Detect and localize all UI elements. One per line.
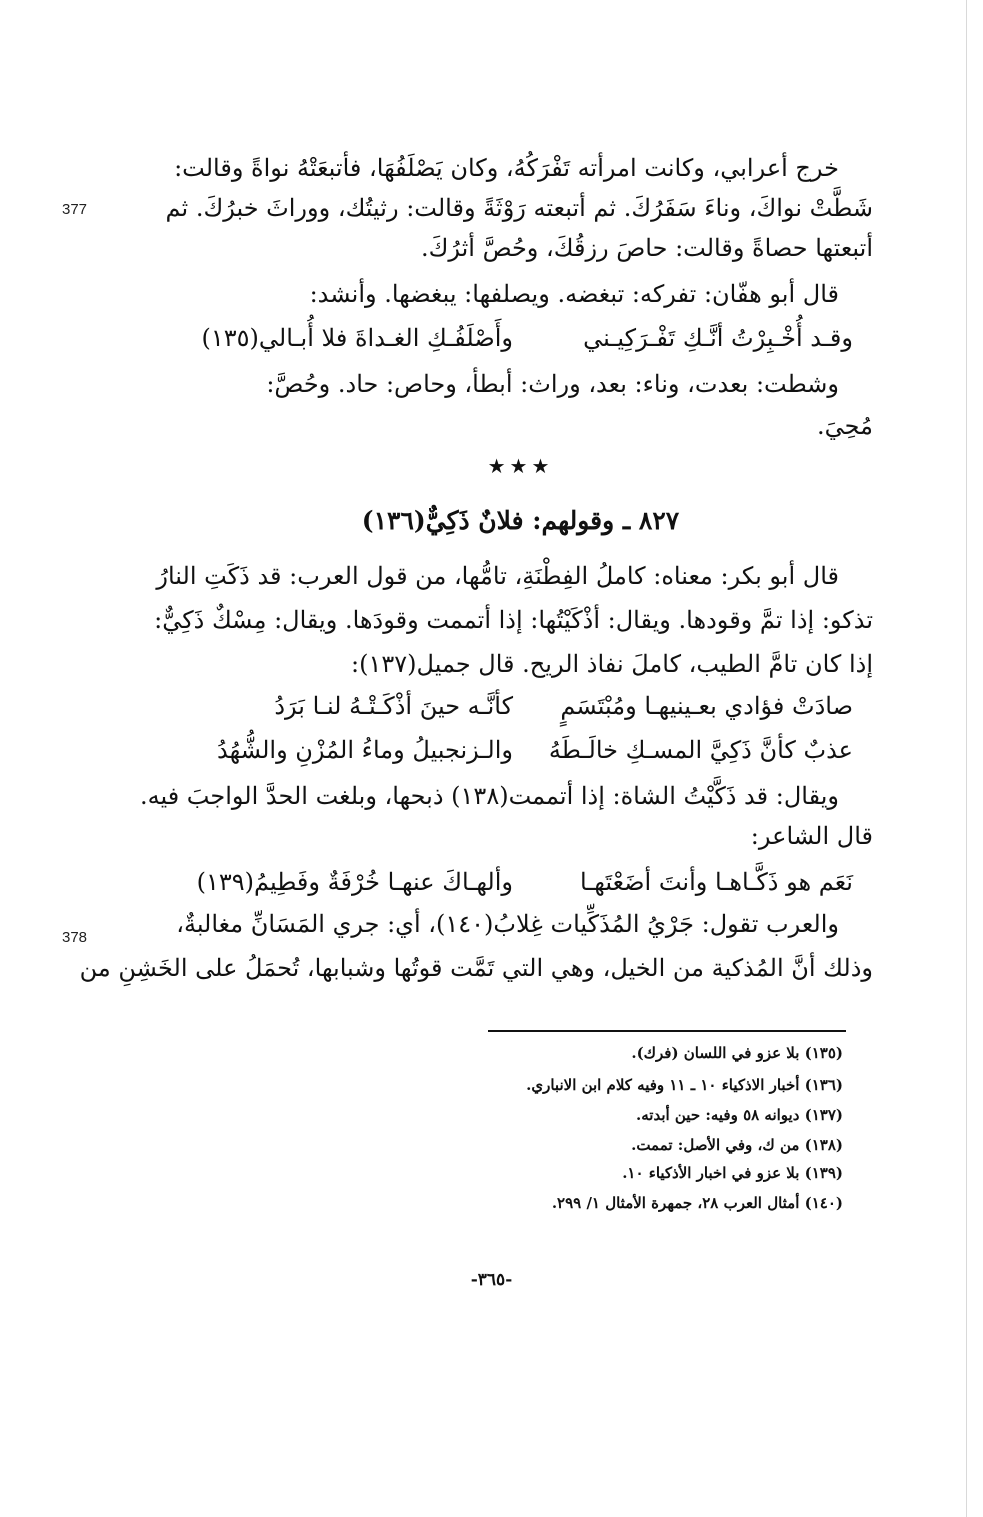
text-line: قال أبو بكر: معناه: كاملُ الفِطْنَةِ، تامُّها، من قول العرب: قد ذَكَتِ النارُ (156, 562, 839, 590)
verse-hemistich: صادَتْ فؤادي بعـينيهـا ومُبْتَسَمٍ (560, 692, 853, 720)
text-line: خرج أعرابي، وكانت امرأته تَفْرَكُهُ، وكان يَصْلَفُهَا، فأتبعَتْهُ نواةً وقالت: (174, 154, 839, 182)
text-line: إذا كان تامَّ الطيب، كاملَ نفاذ الريح. قال جميل(١٣٧): (351, 650, 873, 678)
margin-number-378: 378 (62, 929, 88, 946)
verse-hemistich: وألهـاكَ عنهـا خُرْفَةٌ وفَطِيمُ(١٣٩) (196, 868, 513, 896)
footnote: (١٤٠) أمثال العرب ٢٨، جمهرة الأمثال ١/ ٢٩٩. (551, 1194, 843, 1212)
footnote: (١٣٦) أخبار الاذكياء ١٠ ـ ١١ وفيه كلام ابن الانباري. (526, 1076, 843, 1094)
margin-number-377: 377 (62, 201, 88, 218)
footnote-rule (488, 1030, 846, 1032)
footnote: (١٣٧) ديوانه ٥٨ وفيه: حين أبدته. (636, 1106, 843, 1124)
footnote: (١٣٨) من ك، وفي الأصل: تممت. (631, 1136, 843, 1154)
verse-hemistich: عذبٌ كأنَّ ذَكِيَّ المسـكِ خالَـطَهُ (548, 736, 853, 764)
text-line: مُحِيَ. (817, 412, 873, 440)
text-line: تذكو: إذا تمَّ وقودها. ويقال: أذْكَيْتُها: إذا أتممت وقودَها. ويقال: مِسْكٌ ذَكِيٌّ: (154, 606, 873, 634)
text-line: والعرب تقول: جَرْيُ المُذَكِّيات غِلابُ(١٤٠)، أي: جري المَسَانِّ مغالبةٌ، (176, 910, 839, 938)
text-line: وذلك أنَّ المُذكية من الخيل، وهي التي تَمَّت قوتُها وشبابها، تُحمَلُ على الخَشِنِ من (79, 954, 873, 982)
section-separator: ★★★ (487, 454, 554, 478)
text-line: قال أبو هفّان: تفركه: تبغضه. ويصلفها: يبغضها. وأنشد: (309, 280, 839, 308)
verse-hemistich: والـزنجبيلُ وماءُ المُزْنِ والشُّهُدُ (217, 736, 513, 764)
entry-heading: ٨٢٧ ـ وقولهم: فلانٌ ذَكِيٌّ(١٣٦) (361, 506, 680, 535)
verse-hemistich: نَعَم هو ذَكَّـاهـا وأنتَ أضَعْتَهـا (579, 868, 853, 896)
footnote: (١٣٩) بلا عزو في اخبار الأذكياء ١٠. (622, 1164, 843, 1182)
text-line: ويقال: قد ذَكَّيْتُ الشاة: إذا أتممت(١٣٨) ذبحها، وبلغت الحدَّ الواجبَ فيه. (139, 782, 839, 810)
verse-hemistich: وأَصْلَفُـكِ الغـداةَ فلا أُبـالي(١٣٥) (201, 324, 513, 352)
verse-hemistich: وقـد أُخْـبِرْتُ أنَّـكِ تَفْـرَكِيـني (583, 324, 853, 352)
text-line: شَطَّتْ نواكَ، وناءَ سَفَرُكَ. ثم أتبعته رَوْثَةً وقالت: رثيتُك، ووراثَ خبرُكَ. ثم (165, 194, 873, 222)
text-line: وشطت: بعدت، وناء: بعد، وراث: أبطأ، وحاص: حاد. وحُصَّ: (266, 370, 839, 398)
text-line: قال الشاعر: (750, 822, 873, 850)
footnote: (١٣٥) بلا عزو في اللسان (فرك). (631, 1044, 843, 1062)
verse-hemistich: كأنَّـه حينَ أذْكَـتْـهُ لنـا بَرَدُ (274, 692, 513, 720)
text-line: أتبعتها حصاةً وقالت: حاصَ رزقُكَ، وحُصَّ أثرُكَ. (420, 234, 873, 262)
page-number: -٣٦٥- (470, 1270, 513, 1290)
